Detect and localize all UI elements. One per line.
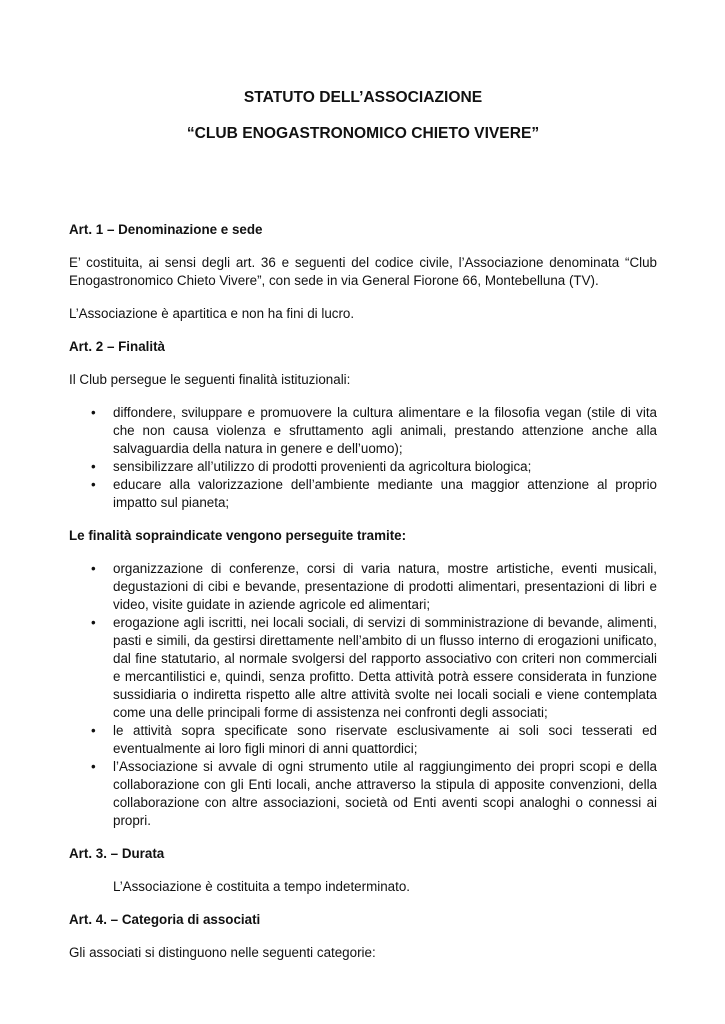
art1-paragraph-1: E’ costituita, ai sensi degli art. 36 e seguenti del codice civile, l’Associazione denominata “Club Enogastronomico Chieto Vivere”, con sede in via General Fiorone 66, Montebelluna (TV).: [69, 255, 657, 288]
list-item: • l’Associazione si avvale di ogni strumento utile al raggiungimento dei propri scopi e della collaborazione con gli Enti locali, anche attraverso la stipula di apposite convenzioni, della collaborazione con altre associazioni, società od Enti aventi scopi analoghi o connessi ai propri.: [91, 759, 657, 828]
document-subtitle: “CLUB ENOGASTRONOMICO CHIETO VIVERE”: [186, 125, 540, 142]
bullet-icon: •: [91, 561, 96, 576]
bullet-icon: •: [91, 477, 96, 492]
spacer: [69, 144, 657, 221]
document-title: STATUTO DELL’ASSOCIAZIONE: [243, 89, 483, 106]
art2-intro: Il Club persegue le seguenti finalità istituzionali:: [69, 372, 351, 387]
list-item: • sensibilizzare all’utilizzo di prodotti provenienti da agricoltura biologica;: [91, 459, 532, 474]
goals-list: [69, 404, 657, 512]
art3-heading: Art. 3. – Durata: [69, 846, 165, 861]
art4-text: Gli associati si distinguono nelle seguenti categorie:: [69, 945, 376, 960]
art4-heading: Art. 4. – Categoria di associati: [69, 912, 261, 927]
art2-heading: Art. 2 – Finalità: [69, 339, 165, 354]
means-heading: Le finalità sopraindicate vengono perseguite tramite:: [69, 528, 407, 543]
list-item: • le attività sopra specificate sono riservate esclusivamente ai soli soci tesserati ed eventualmente ai loro figli minori di anni quattordici;: [91, 723, 657, 756]
bullet-icon: •: [91, 459, 96, 474]
bullet-icon: •: [91, 723, 96, 738]
bullet-icon: •: [91, 405, 96, 420]
list-item: • educare alla valorizzazione dell’ambiente mediante una maggior attenzione al proprio impatto sul pianeta;: [91, 477, 657, 510]
art3-text: L’Associazione è costituita a tempo indeterminato.: [113, 879, 410, 894]
list-item: • erogazione agli iscritti, nei locali sociali, di servizi di somministrazione di bevande, alimenti, pasti e simili, da gestirsi direttamente nell’ambito di un flusso interno di erogazioni unificato, dal fine statutario, al normale svolgersi del rapporto associativo con criteri non commerciali e mercantilistici e, quindi, senza profitto. Detta attività potrà essere considerata in funzione sussidiaria o indiretta rispetto alle altre attività svolte nei locali sociali e viene contemplata come una delle principali forme di assistenza nei confronti degli associati;: [91, 615, 657, 720]
art1-paragraph-2: L’Associazione è apartitica e non ha fini di lucro.: [69, 306, 355, 321]
bullet-icon: •: [91, 759, 96, 774]
means-list: [69, 560, 657, 830]
list-item: • diffondere, sviluppare e promuovere la cultura alimentare e la filosofia vegan (stile di vita che non causa violenza e sfruttamento agli animali, prestando attenzione anche alla salvaguardia della natura in genere e dell’uomo);: [91, 405, 657, 456]
list-item: • organizzazione di conferenze, corsi di varia natura, mostre artistiche, eventi musicali, degustazioni di cibi e bevande, presentazione di prodotti alimentari, presentazioni di libri e video, visite guidate in aziende agricole ed alimentari;: [91, 561, 657, 612]
bullet-icon: •: [91, 615, 96, 630]
art1-heading: Art. 1 – Denominazione e sede: [69, 222, 263, 237]
